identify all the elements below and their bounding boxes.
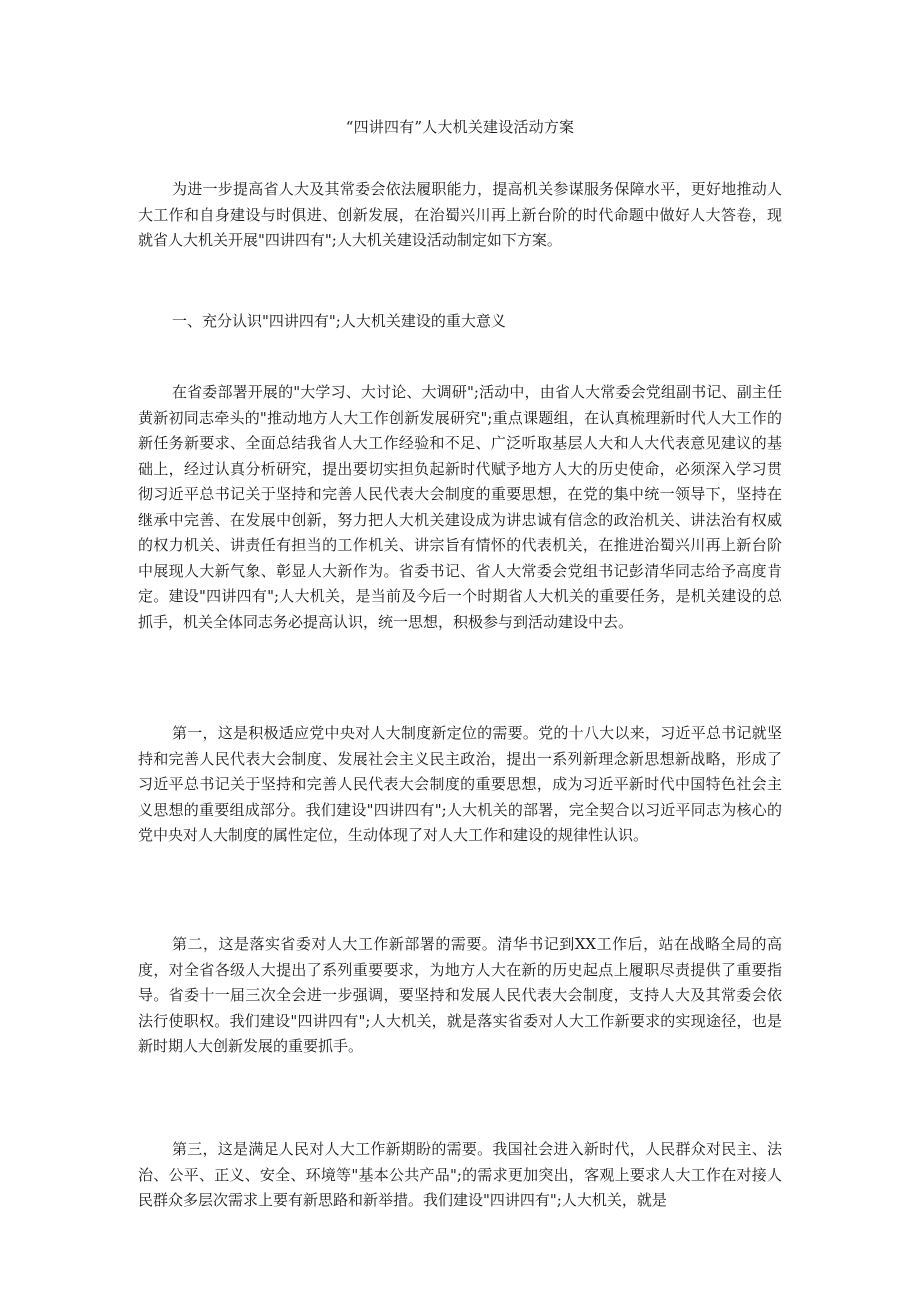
- body-paragraph: 第一，这是积极适应党中央对人大制度新定位的需要。党的十八大以来，习近平总书记就坚持和完善人民代表大会制度、发展社会主义民主政治，提出一系列新理念新思想新战略，形成了习近平总书记关于坚持和完善人民代表大会制度的重要思想，成为习近平新时代中国特色社会主义思想的重要组成部分。我们建设"四讲四有";人大机关的部署，完全契合以习近平同志为核心的党中央对人大制度的属性定位，生动体现了对人大工作和建设的规律性认识。: [138, 724, 782, 844]
- document-title: “四讲四有”人大机关建设活动方案: [345, 118, 575, 136]
- body-paragraph: 在省委部署开展的"大学习、大讨论、大调研";活动中，由省人大常委会党组副书记、副主任黄新初同志牵头的"推动地方人大工作创新发展研究";重点课题组，在认真梳理新时代人大工作的新任务新要求、全面总结我省人大工作经验和不足、广泛听取基层人大和人大代表意见建议的基础上，经过认真分析研究，提出要切实担负起新时代赋予地方人大的历史使命，必须深入学习贯彻习近平总书记关于坚持和完善人民代表大会制度的重要思想，在党的集中统一领导下，坚持在继承中完善、在发展中创新，努力把人大机关建设成为讲忠诚有信念的政治机关、讲法治有权威的权力机关、讲责任有担当的工作机关、讲宗旨有情怀的代表机关，在推进治蜀兴川再上新台阶中展现人大新气象、彰显人大新作为。省委书记、省人大常委会党组书记彭清华同志给予高度肯定。建设"四讲四有";人大机关，是当前及今后一个时期省人大机关的重要任务，是机关建设的总抓手，机关全体同志务必提高认识，统一思想，积极参与到活动建设中去。: [138, 383, 782, 631]
- body-paragraph: 第三，这是满足人民对人大工作新期盼的需要。我国社会进入新时代，人民群众对民主、法治、公平、正义、安全、环境等"基本公共产品";的需求更加突出，客观上要求人大工作在对接人民群众多层次需求上要有新思路和新举措。我们建设"四讲四有";人大机关，就是: [138, 1140, 782, 1209]
- body-paragraph: 第二，这是落实省委对人大工作新部署的需要。清华书记到XX工作后，站在战略全局的高度，对全省各级人大提出了系列重要要求，为地方人大在新的历史起点上履职尽责提供了重要指导。省委十一届三次全会进一步强调，要坚持和发展人民代表大会制度，支持人大及其常委会依法行使职权。我们建设"四讲四有";人大机关，就是落实省委对人大工作新要求的实现途径，也是新时期人大创新发展的重要抓手。: [138, 935, 782, 1055]
- intro-paragraph: 为进一步提高省人大及其常委会依法履职能力，提高机关参谋服务保障水平，更好地推动人大工作和自身建设与时俱进、创新发展，在治蜀兴川再上新台阶的时代命题中做好人大答卷，现就省人大机关开展"四讲四有";人大机关建设活动制定如下方案。: [138, 180, 782, 249]
- section-heading: 一、充分认识"四讲四有";人大机关建设的重大意义: [172, 312, 506, 330]
